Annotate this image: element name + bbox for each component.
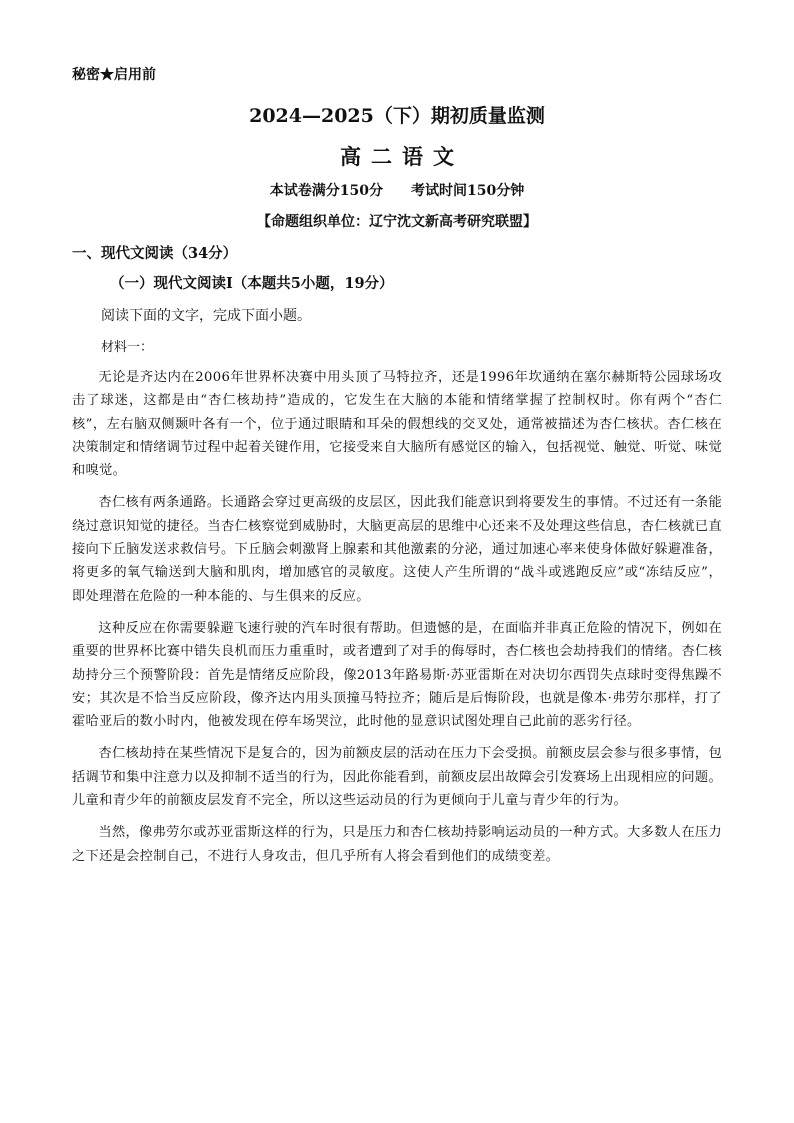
- material-label: 材料一：: [101, 340, 154, 355]
- article-paragraph: 当然，像弗劳尔或苏亚雷斯这样的行为，只是压力和杏仁核劫持影响运动员的一种方式。大多数人在压力之下还是会控制自己，不进行人身攻击，但几乎所有人将会看到他们的成绩变差。: [72, 825, 722, 864]
- article-paragraph: 杏仁核有两条通路。长通路会穿过更高级的皮层区，因此我们能意识到将要发生的事情。不过还有一条能绕过意识知觉的捷径。当杏仁核察觉到威胁时，大脑更高层的思维中心还来不及处理这些信息，杏仁核就已直接向下丘脑发送求救信号。下丘脑会刺激肾上腺素和其他激素的分泌，通过加速心率来使身体做好躲避准备，将更多的氧气输送到大脑和肌肉，增加感官的灵敏度。这使人产生所谓的“战斗或逃跑反应”或“冻结反应”，即处理潜在危险的一种本能的、与生俱来的反应。: [72, 495, 722, 604]
- article-paragraph: 无论是齐达内在2006年世界杯决赛中用头顶了马特拉齐，还是1996年坎通纳在塞尔赫斯特公园球场攻击了球迷，这都是由“杏仁核劫持”造成的，它发生在大脑的本能和情绪掌握了控制权时。你有两个“杏仁核”，左右脑双侧颞叶各有一个，位于通过眼睛和耳朵的假想线的交叉处，通常被描述为杏仁核状。杏仁核在决策制定和情绪调节过程中起着关键作用，它接受来自大脑所有感觉区的输入，包括视觉、触觉、听觉、味觉和嗅觉。: [72, 370, 722, 479]
- subsection-heading: （一）现代文阅读Ⅰ（本题共5小题，19分）: [110, 275, 394, 292]
- full-score: 本试卷满分150分: [269, 183, 383, 199]
- exam-info: [0, 181, 794, 201]
- article-body: [72, 366, 722, 877]
- exam-title: 2024—2025（下）期初质量监测: [249, 105, 545, 127]
- subject-title: 高二语文: [340, 144, 464, 169]
- reading-instruction: 阅读下面的文字，完成下面小题。: [101, 308, 311, 324]
- article-paragraph: 这种反应在你需要躲避飞速行驶的汽车时很有帮助。但遗憾的是，在面临并非真正危险的情况下，例如在重要的世界杯比赛中错失良机而压力重重时，或者遭到了对手的侮辱时，杏仁核也会劫持我们的情绪。杏仁核劫持分三个预警阶段：首先是情绪反应阶段，像2013年路易斯·苏亚雷斯在对决切尔西罚失点球时变得焦躁不安；其次是不恰当反应阶段，像齐达内用头顶撞马特拉齐；随后是后悔阶段，也就是像本·弗劳尔那样，打了霍哈亚后的数小时内，他被发现在停车场哭泣，此时他的显意识试图处理自己此前的恶劣行径。: [72, 620, 722, 730]
- section-heading: 一、现代文阅读（34分）: [72, 245, 238, 262]
- organizer-line: 【命题组织单位：辽宁沈文新高考研究联盟】: [257, 214, 537, 230]
- confidential-label: 秘密★启用前: [72, 67, 156, 83]
- exam-time: 考试时间150分钟: [411, 183, 525, 199]
- article-paragraph: 杏仁核劫持在某些情况下是复合的，因为前额皮层的活动在压力下会受损。前额皮层会参与很多事情，包括调节和集中注意力以及抑制不适当的行为，因此你能看到，前额皮层出故障会引发赛场上出现相应的问题。儿童和青少年的前额皮层发育不完全，所以这些运动员的行为更倾向于儿童与青少年的行为。: [72, 746, 722, 809]
